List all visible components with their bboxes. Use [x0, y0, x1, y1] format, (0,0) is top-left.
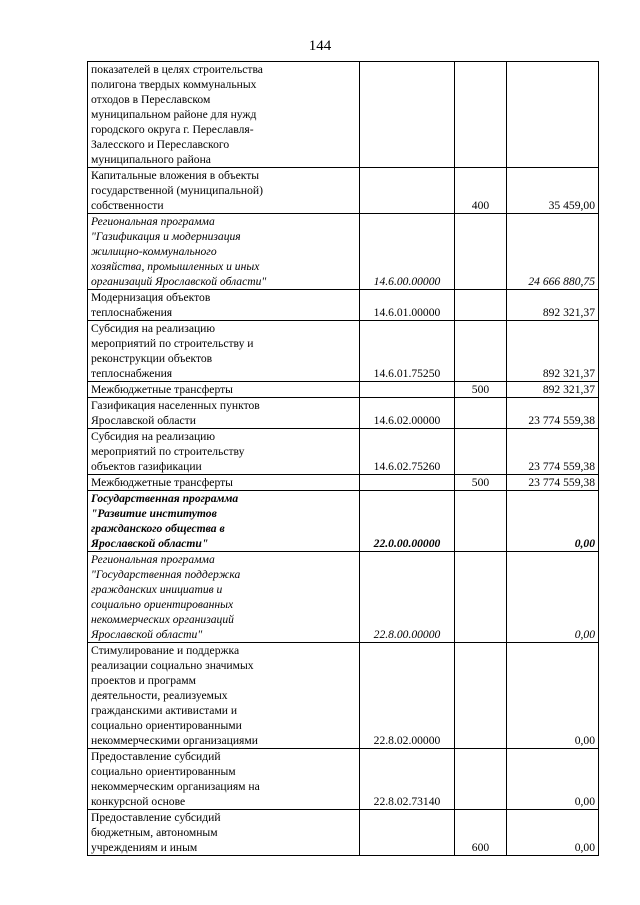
table-row — [88, 398, 599, 429]
row-name-line: Предоставление субсидий — [91, 811, 221, 824]
row-code-cell: 14.6.00.00000 — [360, 214, 455, 290]
row-name-cell — [88, 62, 360, 168]
row-name-line: жилищно-коммунального — [91, 245, 217, 258]
row-type-cell — [455, 749, 507, 810]
row-name-line: проектов и программ — [91, 674, 196, 687]
budget-table — [87, 61, 599, 856]
row-name-line: "Развитие институтов — [91, 507, 217, 520]
row-code-cell: 22.8.00.00000 — [360, 552, 455, 643]
row-name-line: гражданскими активистами и — [91, 704, 238, 717]
row-code-cell: 22.8.02.73140 — [360, 749, 455, 810]
row-name-line: Субсидия на реализацию — [91, 430, 216, 443]
row-sum-cell: 0,00 — [507, 552, 599, 643]
row-name-line: Модернизация объектов — [91, 291, 211, 304]
row-name-line: полигона твердых коммунальных — [91, 78, 257, 91]
row-name-line: реализации социально значимых — [91, 659, 254, 672]
row-name-line: "Газификация и модернизация — [91, 230, 241, 243]
row-type-cell — [455, 643, 507, 749]
row-name-line: хозяйства, промышленных и иных — [91, 260, 260, 273]
row-name-line: теплоснабжения — [91, 367, 173, 380]
row-name-line: гражданских инициатив и — [91, 583, 223, 596]
row-code-cell: 22.8.02.00000 — [360, 643, 455, 749]
row-name-line: Ярославской области" — [91, 628, 203, 641]
row-code-cell — [360, 168, 455, 214]
row-type-cell — [455, 214, 507, 290]
row-code-cell: 14.6.02.75260 — [360, 429, 455, 475]
row-code-cell — [360, 382, 455, 398]
row-name-line: Региональная программа — [91, 553, 215, 566]
row-sum-cell: 24 666 880,75 — [507, 214, 599, 290]
row-name-line: некоммерческим организациям на — [91, 780, 260, 793]
row-name-line: организаций Ярославской области" — [91, 275, 267, 288]
row-sum-cell: 35 459,00 — [507, 168, 599, 214]
row-name-line: реконструкции объектов — [91, 352, 213, 365]
row-code-cell — [360, 475, 455, 491]
page-number: 144 — [308, 38, 332, 54]
table-row — [88, 552, 599, 643]
row-type-cell: 400 — [455, 168, 507, 214]
row-name-line: Межбюджетные трансферты — [91, 476, 233, 489]
table-row — [88, 290, 599, 321]
row-name-line: учреждениям и иным — [91, 841, 198, 854]
row-name-line: Залесского и Переславского — [91, 138, 230, 151]
row-name-line: Газификация населенных пунктов — [91, 399, 260, 412]
table-row — [88, 382, 599, 398]
row-name-cell — [88, 382, 360, 398]
row-name-line: социально ориентированными — [91, 719, 242, 732]
row-name-cell — [88, 810, 360, 856]
budget-table-body — [88, 62, 599, 856]
row-name-line: Ярославской области — [91, 414, 196, 427]
row-type-cell: 500 — [455, 475, 507, 491]
table-row — [88, 321, 599, 382]
row-sum-cell: 0,00 — [507, 749, 599, 810]
row-name-cell — [88, 398, 360, 429]
row-name-line: городского округа г. Переславля- — [91, 123, 254, 136]
row-name-line: Ярославской области" — [91, 537, 209, 550]
row-name-line: объектов газификации — [91, 460, 202, 473]
row-name-cell — [88, 168, 360, 214]
table-row — [88, 429, 599, 475]
row-name-cell — [88, 214, 360, 290]
row-name-cell — [88, 552, 360, 643]
row-name-line: мероприятий по строительству — [91, 445, 245, 458]
row-name-line: "Государственная поддержка — [91, 568, 241, 581]
row-type-cell: 500 — [455, 382, 507, 398]
row-code-cell: 14.6.02.00000 — [360, 398, 455, 429]
row-name-line: Субсидия на реализацию — [91, 322, 216, 335]
row-name-cell — [88, 643, 360, 749]
row-name-line: Государственная программа — [91, 492, 239, 505]
row-code-cell — [360, 810, 455, 856]
row-name-line: социально ориентированных — [91, 598, 234, 611]
row-sum-cell: 0,00 — [507, 810, 599, 856]
row-name-line: теплоснабжения — [91, 306, 173, 319]
row-name-line: Стимулирование и поддержка — [91, 644, 240, 657]
row-sum-cell: 0,00 — [507, 491, 599, 552]
table-row — [88, 749, 599, 810]
row-name-line: Предоставление субсидий — [91, 750, 221, 763]
row-sum-cell: 892 321,37 — [507, 290, 599, 321]
row-name-line: показателей в целях строительства — [91, 63, 263, 76]
table-row — [88, 62, 599, 168]
row-sum-cell: 23 774 559,38 — [507, 429, 599, 475]
row-code-cell: 14.6.01.00000 — [360, 290, 455, 321]
row-name-line: отходов в Переславском — [91, 93, 211, 106]
row-name-line: муниципальном районе для нужд — [91, 108, 257, 121]
table-row — [88, 491, 599, 552]
row-name-cell — [88, 429, 360, 475]
row-name-line: муниципального района — [91, 153, 211, 166]
row-name-line: Капитальные вложения в объекты — [91, 169, 260, 182]
row-type-cell — [455, 398, 507, 429]
row-name-cell — [88, 290, 360, 321]
row-name-line: некоммерческими организациями — [91, 734, 258, 747]
row-sum-cell: 23 774 559,38 — [507, 475, 599, 491]
row-name-cell — [88, 491, 360, 552]
row-name-cell — [88, 749, 360, 810]
row-name-line: конкурсной основе — [91, 795, 186, 808]
row-name-cell — [88, 321, 360, 382]
row-type-cell: 600 — [455, 810, 507, 856]
row-type-cell — [455, 491, 507, 552]
row-sum-cell: 892 321,37 — [507, 321, 599, 382]
row-sum-cell — [507, 62, 599, 168]
row-sum-cell: 23 774 559,38 — [507, 398, 599, 429]
table-row — [88, 168, 599, 214]
row-name-line: Региональная программа — [91, 215, 215, 228]
row-name-line: государственной (муниципальной) — [91, 184, 263, 197]
table-row — [88, 214, 599, 290]
table-row — [88, 475, 599, 491]
row-name-line: социально ориентированным — [91, 765, 236, 778]
row-name-line: гражданского общества в — [91, 522, 225, 535]
row-type-cell — [455, 321, 507, 382]
row-sum-cell: 0,00 — [507, 643, 599, 749]
table-row — [88, 810, 599, 856]
row-type-cell — [455, 290, 507, 321]
row-type-cell — [455, 552, 507, 643]
row-code-cell: 22.0.00.00000 — [360, 491, 455, 552]
row-name-line: деятельности, реализуемых — [91, 689, 228, 702]
row-type-cell — [455, 429, 507, 475]
row-sum-cell: 892 321,37 — [507, 382, 599, 398]
row-name-line: собственности — [91, 199, 164, 212]
row-code-cell — [360, 62, 455, 168]
row-name-line: Межбюджетные трансферты — [91, 383, 233, 396]
row-code-cell: 14.6.01.75250 — [360, 321, 455, 382]
row-type-cell — [455, 62, 507, 168]
table-row — [88, 643, 599, 749]
row-name-cell — [88, 475, 360, 491]
row-name-line: мероприятий по строительству и — [91, 337, 254, 350]
row-name-line: некоммерческих организаций — [91, 613, 234, 626]
row-name-line: бюджетным, автономным — [91, 826, 218, 839]
